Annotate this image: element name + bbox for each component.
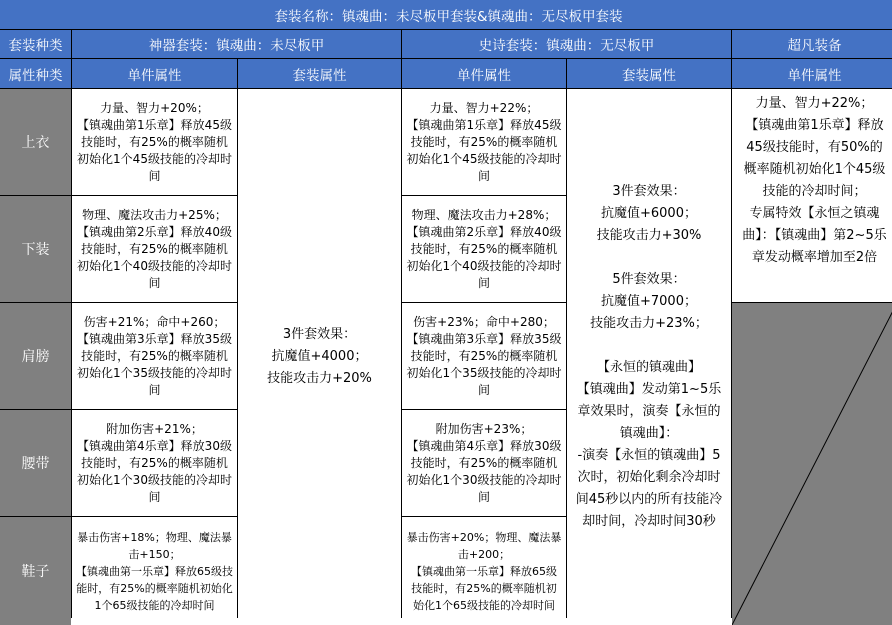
artifact-single-attr-header: 单件属性 bbox=[72, 59, 237, 88]
epic-shoulder-attr: 伤害+23%；命中+280； 【镇魂曲第3乐章】释放35级技能时，有25%的概率随机初始化1个35级技能的冷却时间 bbox=[402, 303, 566, 409]
legendary-single-attr-header: 单件属性 bbox=[732, 59, 892, 88]
attr-type-label: 属性种类 bbox=[0, 59, 71, 88]
legendary-empty-slot bbox=[732, 303, 892, 625]
slot-shoulder: 肩膀 bbox=[0, 303, 71, 409]
legendary-attr: 力量、智力+22%； 【镇魂曲第1乐章】释放45级技能时，有50%的概率随机初始化1个45级技能的冷却时间； 专属特效【永恒之镇魂曲】：【镇魂曲】第2~5乐章发动概率增加至2倍 bbox=[732, 89, 892, 302]
artifact-set-effect: 3件套效果： 抗魔值+4000； 技能攻击力+20% bbox=[238, 89, 401, 625]
artifact-set-attr-header: 套装属性 bbox=[238, 59, 401, 88]
slot-top: 上衣 bbox=[0, 89, 71, 195]
slot-shoes: 鞋子 bbox=[0, 517, 71, 625]
epic-single-attr-header: 单件属性 bbox=[402, 59, 566, 88]
slot-bottom: 下装 bbox=[0, 196, 71, 302]
epic-set-attr-header: 套装属性 bbox=[567, 59, 731, 88]
epic-shoes-attr: 暴击伤害+20%；物理、魔法暴击+200； 【镇魂曲第一乐章】释放65级技能时，有25%的概率随机初始化1个65级技能的冷却时间 bbox=[402, 517, 566, 625]
set-type-label: 套装种类 bbox=[0, 30, 71, 58]
artifact-set-header: 神器套装：镇魂曲：未尽板甲 bbox=[72, 30, 401, 58]
set-name-title: 套装名称：镇魂曲：未尽板甲套装&镇魂曲：无尽板甲套装 bbox=[0, 0, 892, 29]
epic-bottom-attr: 物理、魔法攻击力+28%； 【镇魂曲第2乐章】释放40级技能时，有25%的概率随机初始化1个40级技能的冷却时间 bbox=[402, 196, 566, 302]
diagonal-slash bbox=[732, 303, 892, 625]
slot-belt: 腰带 bbox=[0, 410, 71, 516]
legendary-header: 超凡装备 bbox=[732, 30, 892, 58]
epic-set-effect: 3件套效果： 抗魔值+6000； 技能攻击力+30% 5件套效果： 抗魔值+7000； 技能攻击力+23%； 【永恒的镇魂曲】 【镇魂曲】发动第1~5乐章效果时，演奏【永恒的镇魂曲】： -演奏【永恒的镇魂曲】5次时，初始化剩余冷却时间45秒以内的所有技能冷却时间，冷却时间30秒 bbox=[567, 89, 731, 625]
artifact-bottom-attr: 物理、魔法攻击力+25%； 【镇魂曲第2乐章】释放40级技能时，有25%的概率随机初始化1个40级技能的冷却时间 bbox=[72, 196, 237, 302]
epic-set-header: 史诗套装：镇魂曲：无尽板甲 bbox=[402, 30, 731, 58]
artifact-top-attr: 力量、智力+20%； 【镇魂曲第1乐章】释放45级技能时，有25%的概率随机初始化1个45级技能的冷却时间 bbox=[72, 89, 237, 195]
epic-top-attr: 力量、智力+22%； 【镇魂曲第1乐章】释放45级技能时，有25%的概率随机初始化1个45级技能的冷却时间 bbox=[402, 89, 566, 195]
epic-belt-attr: 附加伤害+23%； 【镇魂曲第4乐章】释放30级技能时，有25%的概率随机初始化1个30级技能的冷却时间 bbox=[402, 410, 566, 516]
artifact-shoes-attr: 暴击伤害+18%；物理、魔法暴击+150； 【镇魂曲第一乐章】释放65级技能时，有25%的概率随机初始化1个65级技能的冷却时间 bbox=[72, 517, 237, 625]
artifact-shoulder-attr: 伤害+21%；命中+260； 【镇魂曲第3乐章】释放35级技能时，有25%的概率随机初始化1个35级技能的冷却时间 bbox=[72, 303, 237, 409]
artifact-belt-attr: 附加伤害+21%； 【镇魂曲第4乐章】释放30级技能时，有25%的概率随机初始化1个30级技能的冷却时间 bbox=[72, 410, 237, 516]
